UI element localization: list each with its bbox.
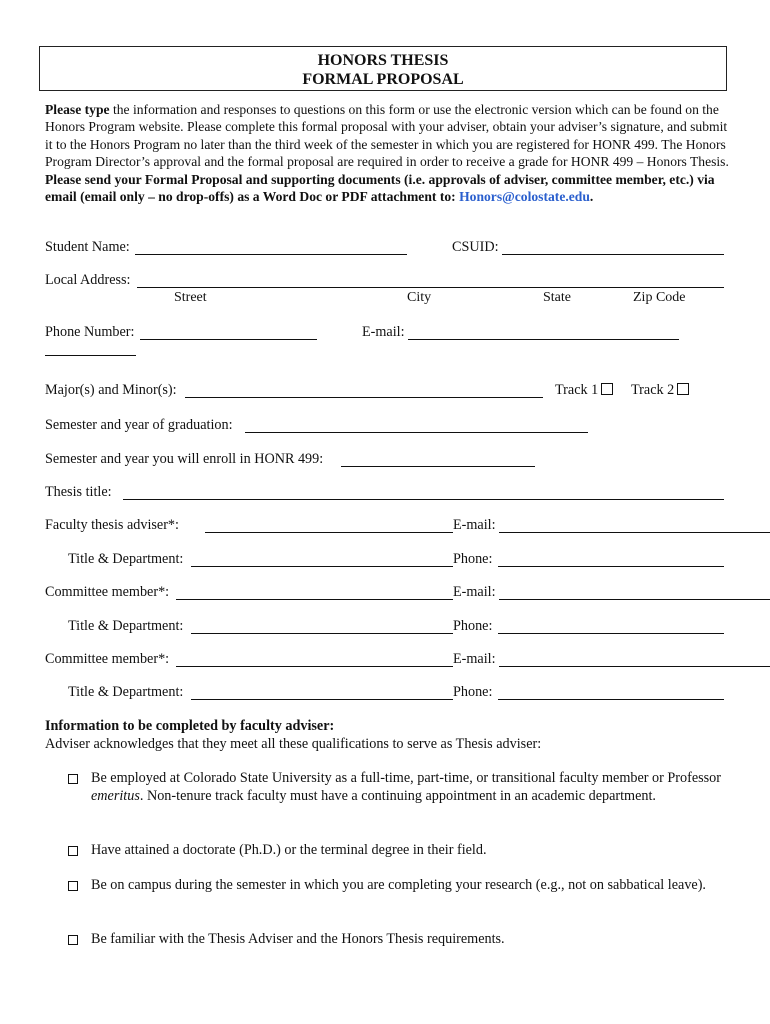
thesis-title-field[interactable]: [123, 499, 724, 500]
csuid-field[interactable]: [502, 254, 724, 255]
intro-text: the information and responses to questions on this form or use the electronic version which can be found on the Honors Program website. Please complete this formal proposal with your adviser, obtain your adviser’s signature, and submit it to the Honors Program no later than the third week of the semester in which you are registered for HONR 499. The Honors Program Director’s approval and the formal proposal are required in order to receive a grade for HONR 499 – Honors Thesis.: [45, 102, 729, 170]
student-email-field[interactable]: [408, 339, 679, 340]
qualification-2-checkbox[interactable]: [68, 846, 78, 856]
city-label: City: [407, 290, 432, 305]
qualification-3-text: Be on campus during the semester in which you are completing your research (e.g., not on sabbatical leave).: [91, 877, 706, 893]
committee-2-title-dept-label: Title & Department:: [68, 684, 184, 700]
qualification-2-text: Have attained a doctorate (Ph.D.) or the terminal degree in their field.: [91, 842, 487, 858]
student-name-field[interactable]: [135, 254, 407, 255]
majors-label: Major(s) and Minor(s):: [45, 382, 177, 398]
form-title: [39, 46, 727, 91]
committee-member-1-label: Committee member*:: [45, 584, 170, 600]
track-1-checkbox[interactable]: [601, 383, 613, 395]
intro-instruction: Please send your Formal Proposal and supporting documents (i.e. approvals of adviser, committee member, etc.) via email (email only – no drop-offs) as a Word Doc or PDF attachment to:: [45, 171, 715, 205]
title-line-2: FORMAL PROPOSAL: [302, 71, 464, 88]
student-email-label: E-mail:: [362, 324, 405, 340]
committee-member-1-field[interactable]: [176, 599, 453, 600]
graduation-semester-label: Semester and year of graduation:: [45, 417, 233, 433]
adviser-email-label: E-mail:: [453, 517, 496, 533]
adviser-section-subheading: Adviser acknowledges that they meet all these qualifications to serve as Thesis adviser:: [45, 736, 542, 752]
committee-1-title-dept-label: Title & Department:: [68, 618, 184, 634]
local-address-field[interactable]: [137, 287, 724, 288]
committee-2-email-label: E-mail:: [453, 651, 496, 667]
csuid-label: CSUID:: [452, 239, 499, 255]
qualification-1-checkbox[interactable]: [68, 774, 78, 784]
phone-number-field[interactable]: [140, 339, 317, 340]
adviser-phone-field[interactable]: [498, 566, 724, 567]
committee-2-title-dept-field[interactable]: [191, 699, 453, 700]
state-label: State: [543, 290, 571, 305]
intro-paragraph: [45, 101, 735, 205]
enroll-semester-field[interactable]: [341, 466, 535, 467]
committee-2-phone-label: Phone:: [453, 684, 493, 700]
adviser-email-field[interactable]: [499, 532, 770, 533]
track-2-option[interactable]: [631, 382, 689, 399]
phone-continuation-line[interactable]: [45, 355, 136, 356]
committee-1-title-dept-field[interactable]: [191, 633, 453, 634]
committee-2-phone-field[interactable]: [498, 699, 724, 700]
enroll-semester-label: Semester and year you will enroll in HONR 499:: [45, 451, 324, 467]
street-label: Street: [174, 290, 207, 305]
thesis-title-label: Thesis title:: [45, 484, 112, 500]
qualification-4-text: Be familiar with the Thesis Adviser and the Honors Thesis requirements.: [91, 931, 505, 947]
adviser-phone-label: Phone:: [453, 551, 493, 567]
zip-code-label: Zip Code: [633, 290, 686, 305]
faculty-adviser-label: Faculty thesis adviser*:: [45, 517, 179, 533]
qualification-1-post: . Non-tenure track faculty must have a continuing appointment in an academic department.: [139, 787, 656, 804]
qualification-1-pre: Be employed at Colorado State University as a full-time, part-time, or transitional faculty member or Professor: [91, 770, 721, 786]
committee-1-phone-field[interactable]: [498, 633, 724, 634]
committee-1-phone-label: Phone:: [453, 618, 493, 634]
committee-member-2-field[interactable]: [176, 666, 453, 667]
adviser-section-heading: Information to be completed by faculty adviser:: [45, 718, 335, 734]
track-1-label: Track 1: [555, 382, 599, 398]
qualification-1-emphasis: emeritus: [91, 787, 140, 804]
committee-2-email-field[interactable]: [499, 666, 770, 667]
qualification-4-checkbox[interactable]: [68, 935, 78, 945]
phone-number-label: Phone Number:: [45, 324, 135, 340]
adviser-title-dept-label: Title & Department:: [68, 551, 184, 567]
committee-member-2-label: Committee member*:: [45, 651, 170, 667]
adviser-title-dept-field[interactable]: [191, 566, 453, 567]
track-2-label: Track 2: [631, 382, 675, 398]
student-name-label: Student Name:: [45, 239, 130, 255]
intro-bold-lead: Please type: [45, 102, 110, 117]
track-1-option[interactable]: [555, 382, 613, 399]
committee-1-email-field[interactable]: [499, 599, 770, 600]
committee-1-email-label: E-mail:: [453, 584, 496, 600]
title-line-1: HONORS THESIS: [317, 52, 449, 69]
qualification-3-checkbox[interactable]: [68, 881, 78, 891]
honors-email-link[interactable]: Honors@colostate.edu: [459, 189, 590, 205]
local-address-label: Local Address:: [45, 272, 131, 288]
faculty-adviser-field[interactable]: [205, 532, 453, 533]
track-2-checkbox[interactable]: [677, 383, 689, 395]
graduation-semester-field[interactable]: [245, 432, 588, 433]
majors-field[interactable]: [185, 397, 543, 398]
qualification-1-text: [91, 770, 721, 805]
intro-end: .: [589, 189, 594, 205]
